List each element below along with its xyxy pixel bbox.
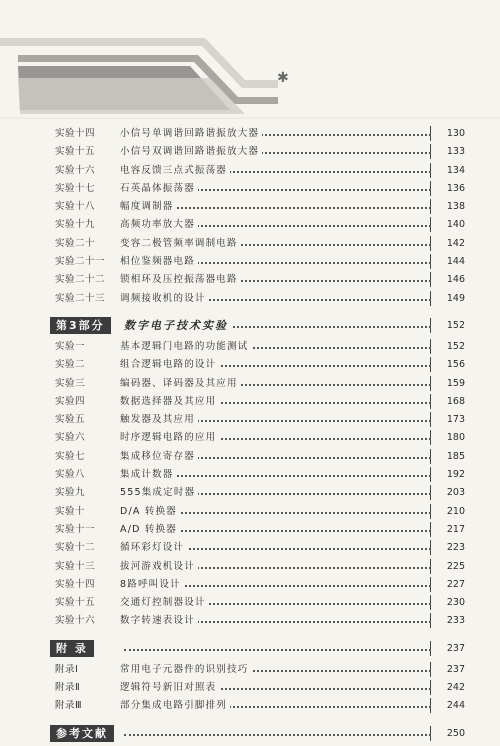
toc-entry[interactable] — [50, 612, 465, 630]
toc-entry[interactable] — [50, 143, 465, 161]
toc-entry[interactable] — [50, 539, 465, 557]
entry-title: 交通灯控制器设计 — [120, 594, 209, 612]
entry-number: 实验十七 — [55, 182, 96, 194]
entry-title: 触发器及其应用 — [120, 411, 198, 429]
entry-page: 149 — [446, 292, 465, 304]
entry-title: 基本逻辑门电路的功能测试 — [120, 338, 251, 356]
part3-title: 数字电子技术实验 — [124, 314, 231, 338]
entry-number: 实验十六 — [55, 164, 96, 176]
toc-entry[interactable] — [50, 162, 465, 180]
entry-number: 附录Ⅲ — [55, 700, 83, 712]
entry-page: 233 — [446, 615, 465, 627]
entry-number: 实验十五 — [55, 146, 96, 158]
appendix-list — [50, 661, 465, 716]
entry-page: 210 — [446, 505, 465, 517]
part3-page: 152 — [446, 319, 465, 331]
toc-entry[interactable] — [50, 484, 465, 502]
entry-page: 138 — [446, 201, 465, 213]
references-label: 参考文献 — [50, 725, 114, 742]
entry-page: 225 — [446, 560, 465, 572]
entry-number: 实验十六 — [55, 615, 96, 627]
toc-entry[interactable] — [50, 411, 465, 429]
entry-title: 555集成定时器 — [120, 484, 198, 502]
entry-page: 136 — [446, 182, 465, 194]
toc-entry[interactable] — [50, 429, 465, 447]
entry-number: 实验二十三 — [55, 292, 106, 304]
references-page: 250 — [446, 727, 465, 739]
entry-title: 锁相环及压控振荡器电路 — [120, 271, 241, 289]
entry-number: 实验五 — [55, 414, 86, 426]
appendix-page: 237 — [446, 642, 465, 654]
entry-number: 实验十四 — [55, 578, 96, 590]
entry-title: 石英晶体振荡器 — [120, 180, 198, 198]
toc-entry[interactable] — [50, 338, 465, 356]
toc-entry[interactable] — [50, 290, 465, 308]
entry-number: 实验二 — [55, 359, 86, 371]
entry-number: 实验七 — [55, 450, 86, 462]
toc-entry[interactable] — [50, 253, 465, 271]
entry-number: 实验十五 — [55, 597, 96, 609]
entry-title: 逻辑符号新旧对照表 — [120, 679, 219, 697]
part2-tail-list — [50, 125, 465, 308]
toc-entry[interactable] — [50, 679, 465, 697]
entry-title: 变容二极管频率调制电路 — [120, 235, 241, 253]
toc-entry[interactable] — [50, 466, 465, 484]
entry-number: 实验二十 — [55, 237, 96, 249]
appendix-label: 附 录 — [50, 640, 94, 657]
entry-number: 实验九 — [55, 487, 86, 499]
entry-number: 实验八 — [55, 469, 86, 481]
entry-title: 循环彩灯设计 — [120, 539, 187, 557]
toc-entry[interactable] — [50, 594, 465, 612]
entry-title: D/A 转换器 — [120, 503, 180, 521]
entry-title: 小信号单调谐回路谐振放大器 — [120, 125, 262, 143]
entry-title: 数据选择器及其应用 — [120, 393, 219, 411]
entry-page: 230 — [446, 597, 465, 609]
entry-page: 146 — [446, 274, 465, 286]
entry-page: 142 — [446, 237, 465, 249]
toc-entry[interactable] — [50, 558, 465, 576]
header-decoration — [0, 0, 500, 128]
toc-entry[interactable] — [50, 521, 465, 539]
toc-entry[interactable] — [50, 235, 465, 253]
toc-entry[interactable] — [50, 180, 465, 198]
entry-page: 223 — [446, 542, 465, 554]
entry-page: 130 — [446, 128, 465, 139]
entry-title: 集成移位寄存器 — [120, 448, 198, 466]
toc-entry[interactable] — [50, 271, 465, 289]
toc-entry[interactable] — [50, 661, 465, 679]
entry-title: 8路呼叫设计 — [120, 576, 184, 594]
entry-title: 电容反馈三点式振荡器 — [120, 162, 230, 180]
entry-number: 实验十一 — [55, 523, 96, 535]
toc-entry[interactable] — [50, 125, 465, 143]
part3-label: 第3部分 — [50, 317, 111, 334]
toc-entry[interactable] — [50, 356, 465, 374]
entry-title: 常用电子元器件的识别技巧 — [120, 661, 251, 679]
references-heading[interactable] — [50, 722, 465, 746]
table-of-contents — [50, 125, 465, 746]
entry-page: 133 — [446, 146, 465, 158]
entry-number: 实验二十一 — [55, 256, 106, 268]
toc-entry[interactable] — [50, 198, 465, 216]
entry-number: 实验四 — [55, 395, 86, 407]
entry-title: 组合逻辑电路的设计 — [120, 356, 219, 374]
entry-number: 实验十九 — [55, 219, 96, 231]
entry-number: 附录Ⅰ — [55, 663, 79, 675]
toc-entry[interactable] — [50, 375, 465, 393]
entry-title: 部分集成电路引脚排列 — [120, 697, 230, 715]
entry-page: 168 — [446, 395, 465, 407]
toc-entry[interactable] — [50, 216, 465, 234]
entry-number: 实验十三 — [55, 560, 96, 572]
part3-list — [50, 338, 465, 631]
entry-title: 数字转速表设计 — [120, 612, 198, 630]
entry-page: 159 — [446, 377, 465, 389]
entry-number: 实验十二 — [55, 542, 96, 554]
entry-page: 152 — [446, 340, 465, 352]
entry-title: 集成计数器 — [120, 466, 177, 484]
appendix-heading[interactable] — [50, 637, 465, 661]
entry-page: 217 — [446, 523, 465, 535]
entry-number: 实验一 — [55, 340, 86, 352]
entry-title: 高频功率放大器 — [120, 216, 198, 234]
part3-heading[interactable] — [50, 314, 465, 338]
entry-page: 237 — [446, 663, 465, 675]
entry-number: 实验三 — [55, 377, 86, 389]
entry-page: 203 — [446, 487, 465, 499]
toc-entry[interactable] — [50, 503, 465, 521]
entry-page: 227 — [446, 578, 465, 590]
entry-title: 小信号双调谐回路谐振放大器 — [120, 143, 262, 161]
entry-title: 拔河游戏机设计 — [120, 558, 198, 576]
entry-title: A/D 转换器 — [120, 521, 180, 539]
toc-entry[interactable] — [50, 448, 465, 466]
entry-number: 实验二十二 — [55, 274, 106, 286]
entry-number: 实验十 — [55, 505, 86, 517]
entry-number: 实验十八 — [55, 201, 96, 213]
entry-title: 幅度调制器 — [120, 198, 177, 216]
entry-page: 185 — [446, 450, 465, 462]
entry-page: 144 — [446, 256, 465, 268]
entry-page: 244 — [446, 700, 465, 712]
toc-entry[interactable] — [50, 576, 465, 594]
entry-title: 时序逻辑电路的应用 — [120, 429, 219, 447]
entry-page: 192 — [446, 469, 465, 481]
entry-page: 173 — [446, 414, 465, 426]
toc-entry[interactable] — [50, 697, 465, 715]
entry-page: 156 — [446, 359, 465, 371]
entry-page: 134 — [446, 164, 465, 176]
entry-page: 180 — [446, 432, 465, 444]
entry-number: 实验十四 — [55, 128, 96, 139]
entry-title: 编码器、译码器及其应用 — [120, 375, 241, 393]
entry-page: 140 — [446, 219, 465, 231]
toc-entry[interactable] — [50, 393, 465, 411]
entry-number: 附录Ⅱ — [55, 682, 81, 694]
entry-number: 实验六 — [55, 432, 86, 444]
entry-page: 242 — [446, 682, 465, 694]
entry-title: 相位鉴频器电路 — [120, 253, 198, 271]
star-icon: ✱ — [277, 70, 289, 86]
entry-title: 调频接收机的设计 — [120, 290, 209, 308]
